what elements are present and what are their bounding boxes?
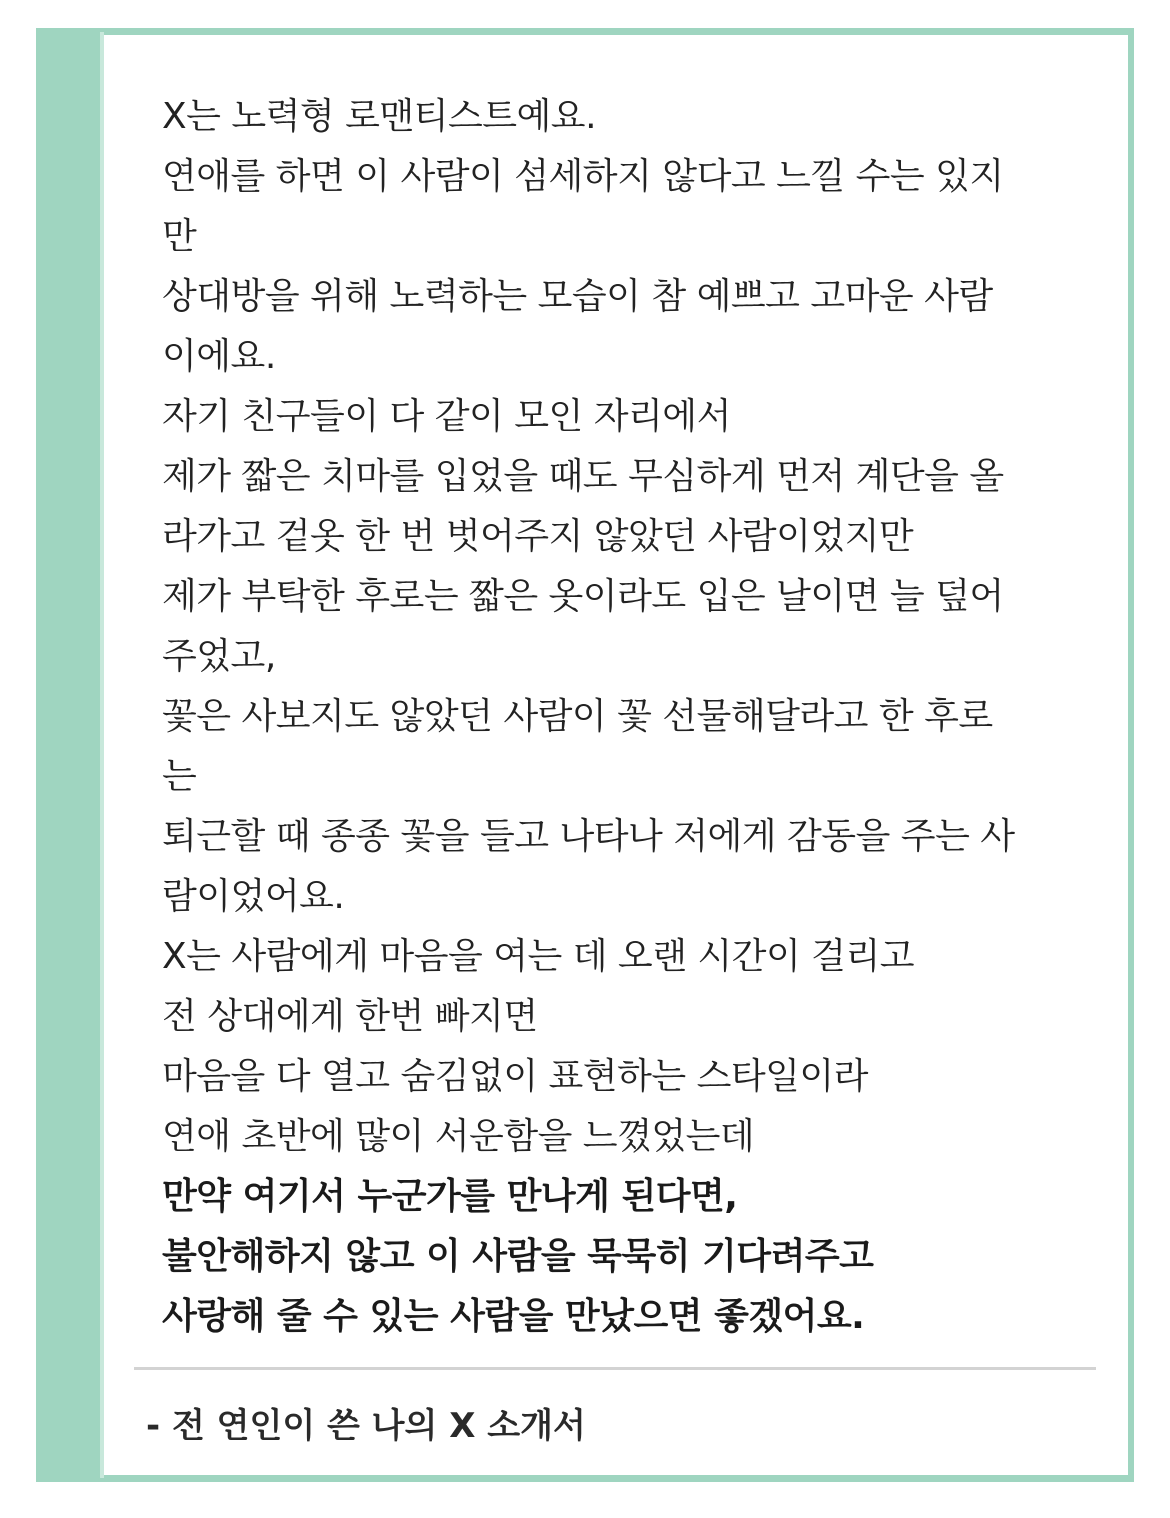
divider (134, 1367, 1096, 1370)
quote-line: 는 (162, 756, 197, 797)
quote-line: 제가 부탁한 후로는 짧은 옷이라도 입은 날이면 늘 덮어 (162, 576, 1004, 617)
quote-body (104, 35, 1128, 1475)
quote-line: 만 (162, 216, 197, 257)
quote-line: 연애를 하면 이 사람이 섬세하지 않다고 느낄 수는 있지 (162, 156, 1004, 197)
quote-line: 전 상대에게 한번 빠지면 (162, 996, 538, 1037)
quote-source: - 전 연인이 쓴 나의 X 소개서 (146, 1406, 586, 1446)
quote-line: 제가 짧은 치마를 입었을 때도 무심하게 먼저 계단을 올 (162, 456, 1004, 497)
quote-line: 꽃은 사보지도 않았던 사람이 꽃 선물해달라고 한 후로 (162, 696, 993, 737)
quote-text (162, 87, 1062, 1347)
quote-line: 마음을 다 열고 숨김없이 표현하는 스타일이라 (162, 1056, 868, 1097)
quote-line: X는 사람에게 마음을 여는 데 오랜 시간이 걸리고 (162, 936, 915, 977)
quote-line: 자기 친구들이 다 같이 모인 자리에서 (162, 396, 731, 437)
quote-line: 연애 초반에 많이 서운함을 느꼈었는데 (162, 1116, 755, 1157)
quote-line: 라가고 겉옷 한 번 벗어주지 않았던 사람이었지만 (162, 516, 914, 557)
quote-card (36, 28, 1134, 1482)
quote-line: 퇴근할 때 종종 꽃을 들고 나타나 저에게 감동을 주는 사 (162, 816, 1015, 857)
quote-line: 주었고, (162, 636, 276, 677)
quote-line-bold: 사랑해 줄 수 있는 사람을 만났으면 좋겠어요. (162, 1296, 865, 1337)
quote-line: 상대방을 위해 노력하는 모습이 참 예쁘고 고마운 사람 (162, 276, 993, 317)
quote-accent-bar (36, 28, 100, 1482)
quote-line-bold: 불안해하지 않고 이 사람을 묵묵히 기다려주고 (162, 1236, 874, 1277)
quote-line: 람이었어요. (162, 876, 345, 917)
quote-line: 이에요. (162, 336, 276, 377)
quote-line: X는 노력형 로맨티스트예요. (162, 96, 597, 137)
quote-line-bold: 만약 여기서 누군가를 만나게 된다면, (162, 1176, 738, 1217)
